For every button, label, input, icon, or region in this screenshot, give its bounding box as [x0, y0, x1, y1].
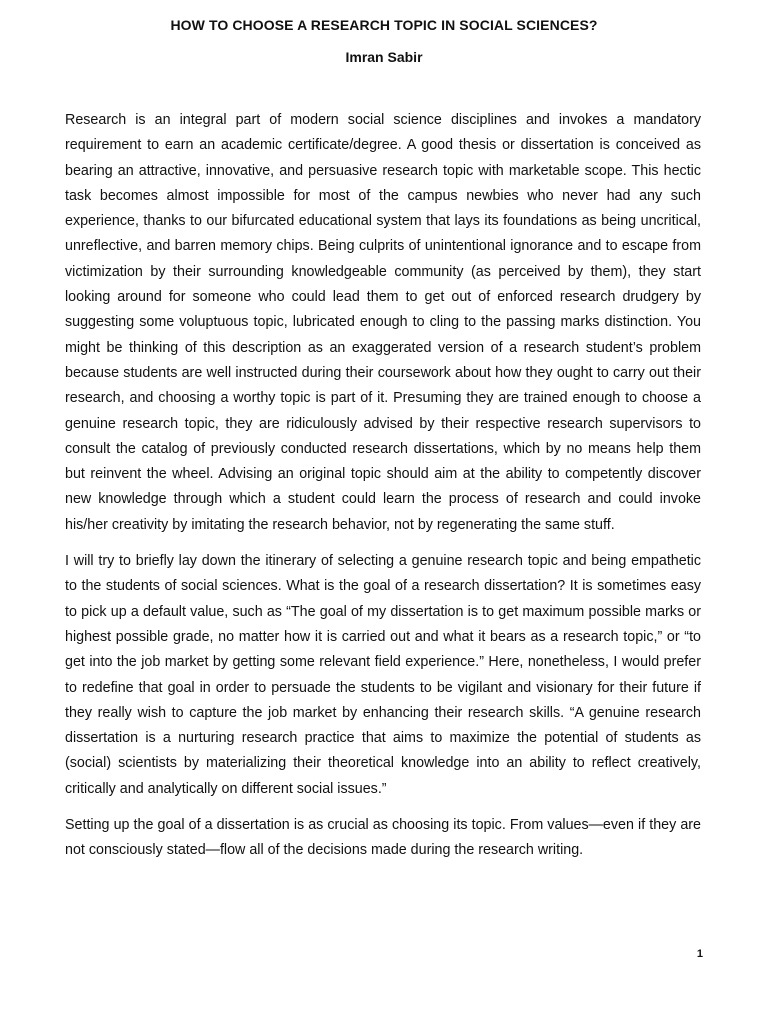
paragraph-3: Setting up the goal of a dissertation is as crucial as choosing its topic. From values—even if they are not consciously stated—flow all of the decisions made during the research writing. — [65, 817, 701, 859]
document-title: HOW TO CHOOSE A RESEARCH TOPIC IN SOCIAL SCIENCES? — [170, 17, 598, 33]
body-text — [65, 108, 701, 864]
paragraph-1: Research is an integral part of modern social science disciplines and invokes a mandatory requirement to earn an academic certificate/degree. A good thesis or dissertation is conceived as bearing an attractive, innovative, and persuasive research topic with marketable scope. This hectic task becomes almost impossible for most of the campus newbies who never had any such experience, thanks to our bifurcated educational system that lays its foundations as being uncritical, unreflective, and barren memory chips. Being culprits of unintentional ignorance and to escape from victimization by their surrounding knowledgeable community (as perceived by them), they start looking around for someone who could lead them to get out of enforced research drudgery by suggesting some voluptuous topic, lubricated enough to cling to the passing marks distinction. You might be thinking of this description as an exaggerated version of a research student’s problem because students are well instructed during their coursework about how they ought to carry out their research, and choosing a worthy topic is part of it. Presuming they are trained enough to choose a genuine research topic, they are ridiculously advised by their respective research supervisors to consult the catalog of previously conducted research dissertations, which by no means help them but reinvent the wheel. Advising an original topic should aim at the ability to competently discover new knowledge through which a student could learn the process of research and could invoke his/her creativity by imitating the research behavior, not by regenerating the same stuff. — [65, 112, 701, 533]
author-name: Imran Sabir — [345, 49, 423, 65]
page-number: 1 — [696, 948, 703, 960]
paragraph-2: I will try to briefly lay down the itinerary of selecting a genuine research topic and being empathetic to the students of social sciences. What is the goal of a research dissertation? It is sometimes easy to pick up a default value, such as “The goal of my dissertation is to get maximum possible marks or highest possible grade, no matter how it is carried out and what it bears as a research topic,” or “to get into the job market by getting some relevant field experience.” Here, nonetheless, I would prefer to redefine that goal in order to persuade the students to be vigilant and visionary for their future if they really wish to capture the job market by enhancing their research skills. “A genuine research dissertation is a nurturing research practice that aims to maximize the potential of students as (social) scientists by materializing their theoretical knowledge into an ability to reflect creatively, critically and analytically on different social issues.” — [65, 553, 701, 797]
